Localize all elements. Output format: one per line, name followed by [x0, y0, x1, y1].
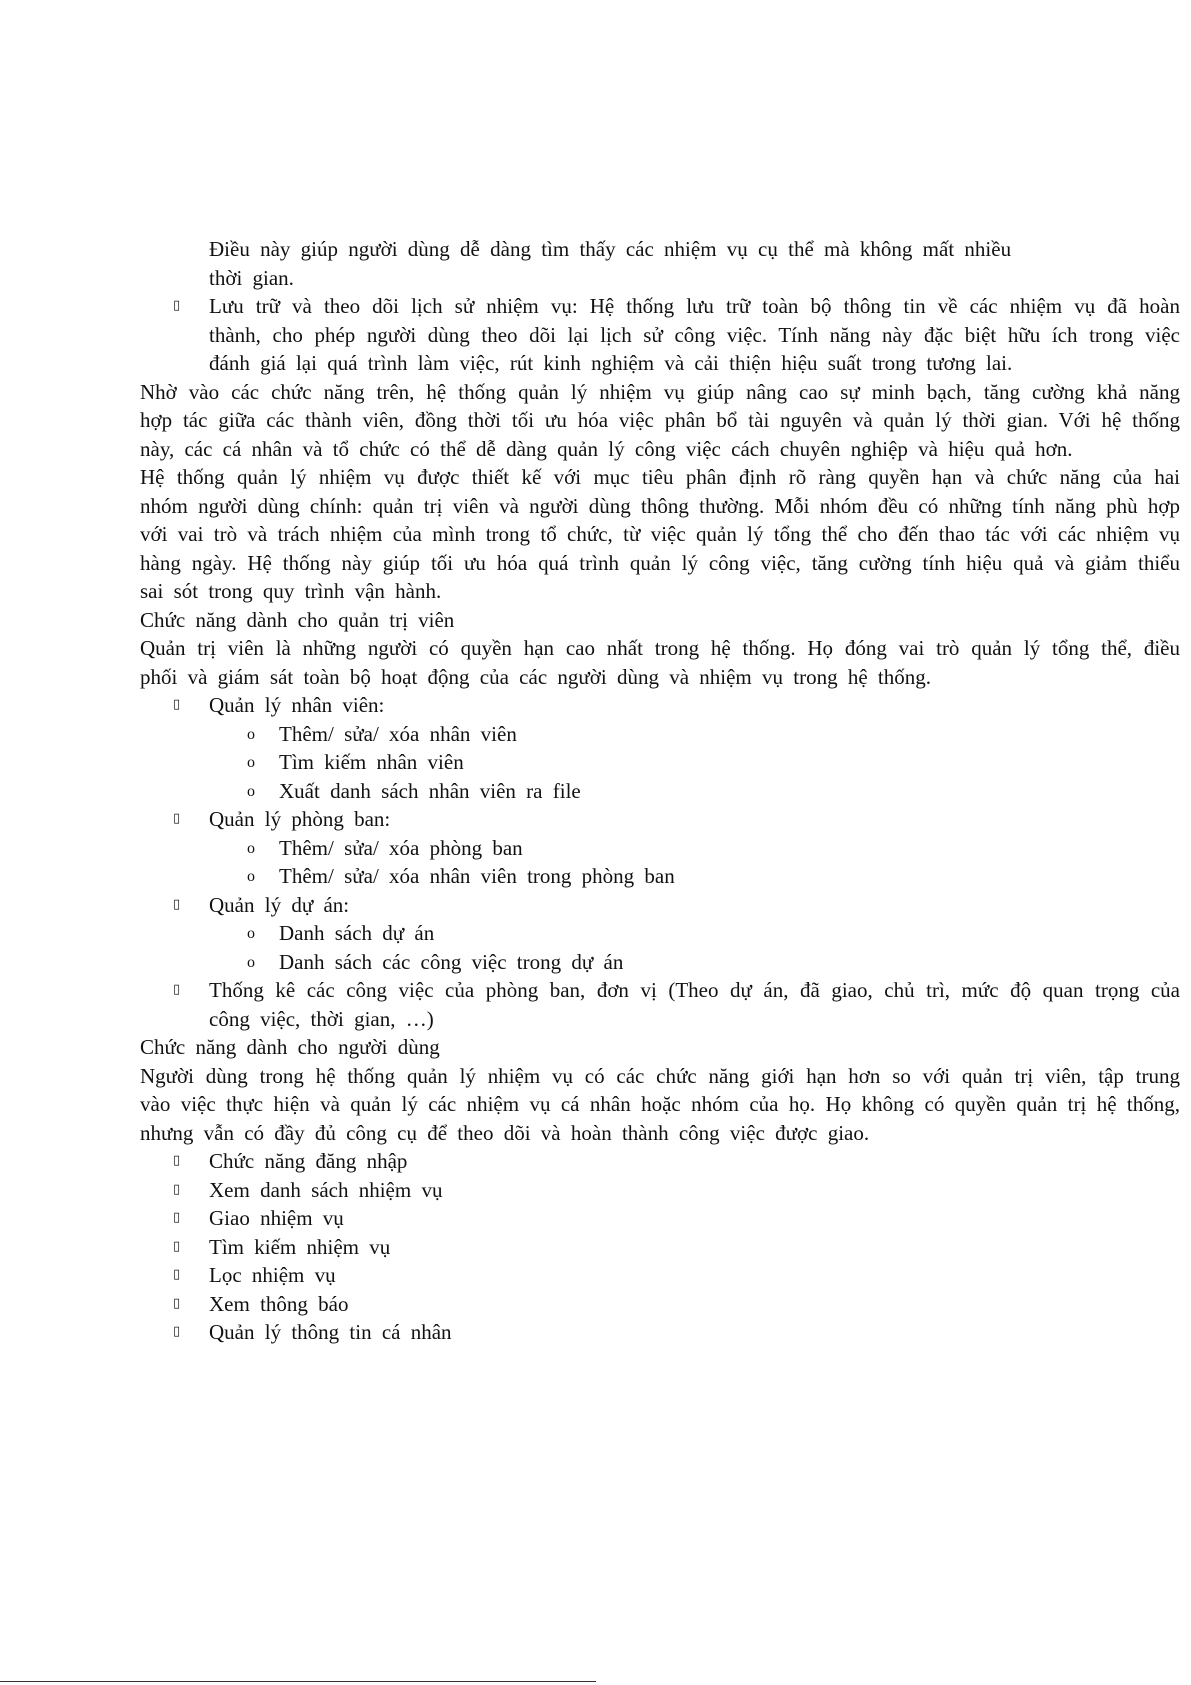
square-bullet-icon: ▯ — [173, 1324, 181, 1339]
circle-bullet-icon: o — [247, 868, 255, 885]
admin-sub-item — [247, 862, 1180, 891]
admin-sub-item — [247, 748, 1180, 777]
admin-group-projects — [173, 891, 1180, 920]
square-bullet-icon: ▯ — [173, 896, 181, 912]
user-feature-item — [173, 1318, 1180, 1347]
user-feature-item — [173, 1290, 1180, 1319]
user-feature-text: Chức năng đăng nhập — [209, 1149, 408, 1173]
square-bullet-icon: ▯ — [173, 982, 181, 997]
user-feature-text: Lọc nhiệm vụ — [209, 1263, 336, 1287]
square-bullet-icon: ▯ — [173, 1238, 181, 1254]
user-feature-text: Quản lý thông tin cá nhân — [209, 1320, 452, 1344]
user-feature-item — [173, 1147, 1180, 1176]
design-paragraph: Hệ thống quản lý nhiệm vụ được thiết kế với mục tiêu phân định rõ ràng quyền hạn và chức năng của hai nhóm người dùng chính: quản trị viên và người dùng thông thường. Mỗi nhóm đều có những tính năng phù hợp với vai trò và trách nhiệm của mình trong tổ chức, từ việc quản lý tổng thể cho đến thao tác với các nhiệm vụ hàng ngày. Hệ thống này giúp tối ưu hóa quá trình quản lý công việc, tăng cường tính hiệu quả và giảm thiểu sai sót trong quy trình vận hành. — [140, 465, 1180, 603]
admin-sub-item-text: Thêm/ sửa/ xóa nhân viên — [279, 721, 517, 746]
admin-sub-item — [247, 948, 1180, 977]
user-feature-item — [173, 1233, 1180, 1262]
document-body — [140, 235, 1180, 1347]
user-feature-text: Giao nhiệm vụ — [209, 1206, 344, 1230]
admin-sub-item — [247, 834, 1180, 863]
square-bullet-icon: ▯ — [173, 1210, 181, 1225]
admin-group-label: Quản lý nhân viên: — [209, 693, 385, 717]
footnote-separator — [0, 1681, 596, 1682]
admin-sub-item — [247, 777, 1180, 806]
intro-continuation-line-1: Điều này giúp người dùng dễ dàng tìm thấy các nhiệm vụ cụ thể mà không mất nhiều — [209, 237, 1012, 261]
history-bullet-text: Lưu trữ và theo dõi lịch sử nhiệm vụ: Hệ thống lưu trữ toàn bộ thông tin về các nhiệm vụ đã hoàn thành, cho phép người dùng theo dõi lại lịch sử công việc. Tính năng này đặc biệt hữu ích trong việc đánh giá lại quá trình làm việc, rút kinh nghiệm và cải thiện hiệu suất trong tương lai. — [209, 294, 1180, 375]
admin-sub-item — [247, 919, 1180, 948]
circle-bullet-icon: o — [247, 925, 255, 942]
circle-bullet-icon: o — [247, 782, 255, 800]
square-bullet-icon: ▯ — [173, 1153, 181, 1168]
admin-stats-bullet — [173, 976, 1180, 1033]
square-bullet-icon: ▯ — [173, 1295, 181, 1311]
user-feature-text: Xem danh sách nhiệm vụ — [209, 1177, 443, 1202]
user-feature-text: Xem thông báo — [209, 1291, 349, 1316]
admin-group-employees — [173, 691, 1180, 720]
square-bullet-icon: ▯ — [173, 697, 181, 712]
history-bullet-item — [173, 292, 1180, 378]
admin-sub-item-text: Xuất danh sách nhân viên ra file — [279, 778, 581, 803]
admin-sub-item-text: Tìm kiếm nhân viên — [279, 750, 464, 774]
square-bullet-icon: ▯ — [173, 811, 181, 826]
square-bullet-icon: ▯ — [173, 298, 181, 313]
circle-bullet-icon: o — [247, 953, 255, 971]
user-section-description: Người dùng trong hệ thống quản lý nhiệm vụ có các chức năng giới hạn hơn so với quản trị viên, tập trung vào việc thực hiện và quản lý các nhiệm vụ cá nhân hoặc nhóm của họ. Họ không có quyền quản trị hệ thống, nhưng vẫn có đầy đủ công cụ để theo dõi và hoàn thành công việc được giao. — [140, 1063, 1180, 1145]
user-feature-item — [173, 1204, 1180, 1233]
user-feature-text: Tìm kiếm nhiệm vụ — [209, 1234, 391, 1259]
admin-section-description: Quản trị viên là những người có quyền hạn cao nhất trong hệ thống. Họ đóng vai trò quản lý tổng thể, điều phối và giám sát toàn bộ hoạt động của các người dùng và nhiệm vụ trong hệ thống. — [140, 636, 1180, 689]
admin-sub-item-text: Danh sách các công việc trong dự án — [279, 949, 624, 974]
user-section-heading: Chức năng dành cho người dùng — [140, 1035, 440, 1059]
user-feature-item — [173, 1176, 1180, 1205]
admin-group-label: Quản lý phòng ban: — [209, 807, 391, 831]
square-bullet-icon: ▯ — [173, 1267, 181, 1282]
summary-paragraph: Nhờ vào các chức năng trên, hệ thống quản lý nhiệm vụ giúp nâng cao sự minh bạch, tăng cường khả năng hợp tác giữa các thành viên, đồng thời tối ưu hóa việc phân bổ tài nguyên và quản lý thời gian. Với hệ thống này, các cá nhân và tổ chức có thể dễ dàng quản lý công việc cách chuyên nghiệp và hiệu quả hơn. — [140, 379, 1180, 461]
admin-sub-item — [247, 720, 1180, 749]
admin-stats-text: Thống kê các công việc của phòng ban, đơn vị (Theo dự án, đã giao, chủ trì, mức độ quan trọng của công việc, thời gian, …) — [209, 978, 1180, 1031]
admin-section-heading: Chức năng dành cho quản trị viên — [140, 607, 455, 632]
admin-group-label: Quản lý dự án: — [209, 892, 350, 917]
circle-bullet-icon: o — [247, 839, 255, 857]
admin-sub-item-text: Danh sách dự án — [279, 921, 435, 945]
square-bullet-icon: ▯ — [173, 1181, 181, 1197]
admin-group-departments — [173, 805, 1180, 834]
circle-bullet-icon: o — [247, 725, 255, 743]
intro-continuation-line-2: thời gian. — [209, 265, 294, 290]
admin-sub-item-text: Thêm/ sửa/ xóa phòng ban — [279, 835, 523, 860]
admin-sub-item-text: Thêm/ sửa/ xóa nhân viên trong phòng ban — [279, 864, 675, 888]
circle-bullet-icon: o — [247, 754, 255, 771]
user-feature-item — [173, 1261, 1180, 1290]
